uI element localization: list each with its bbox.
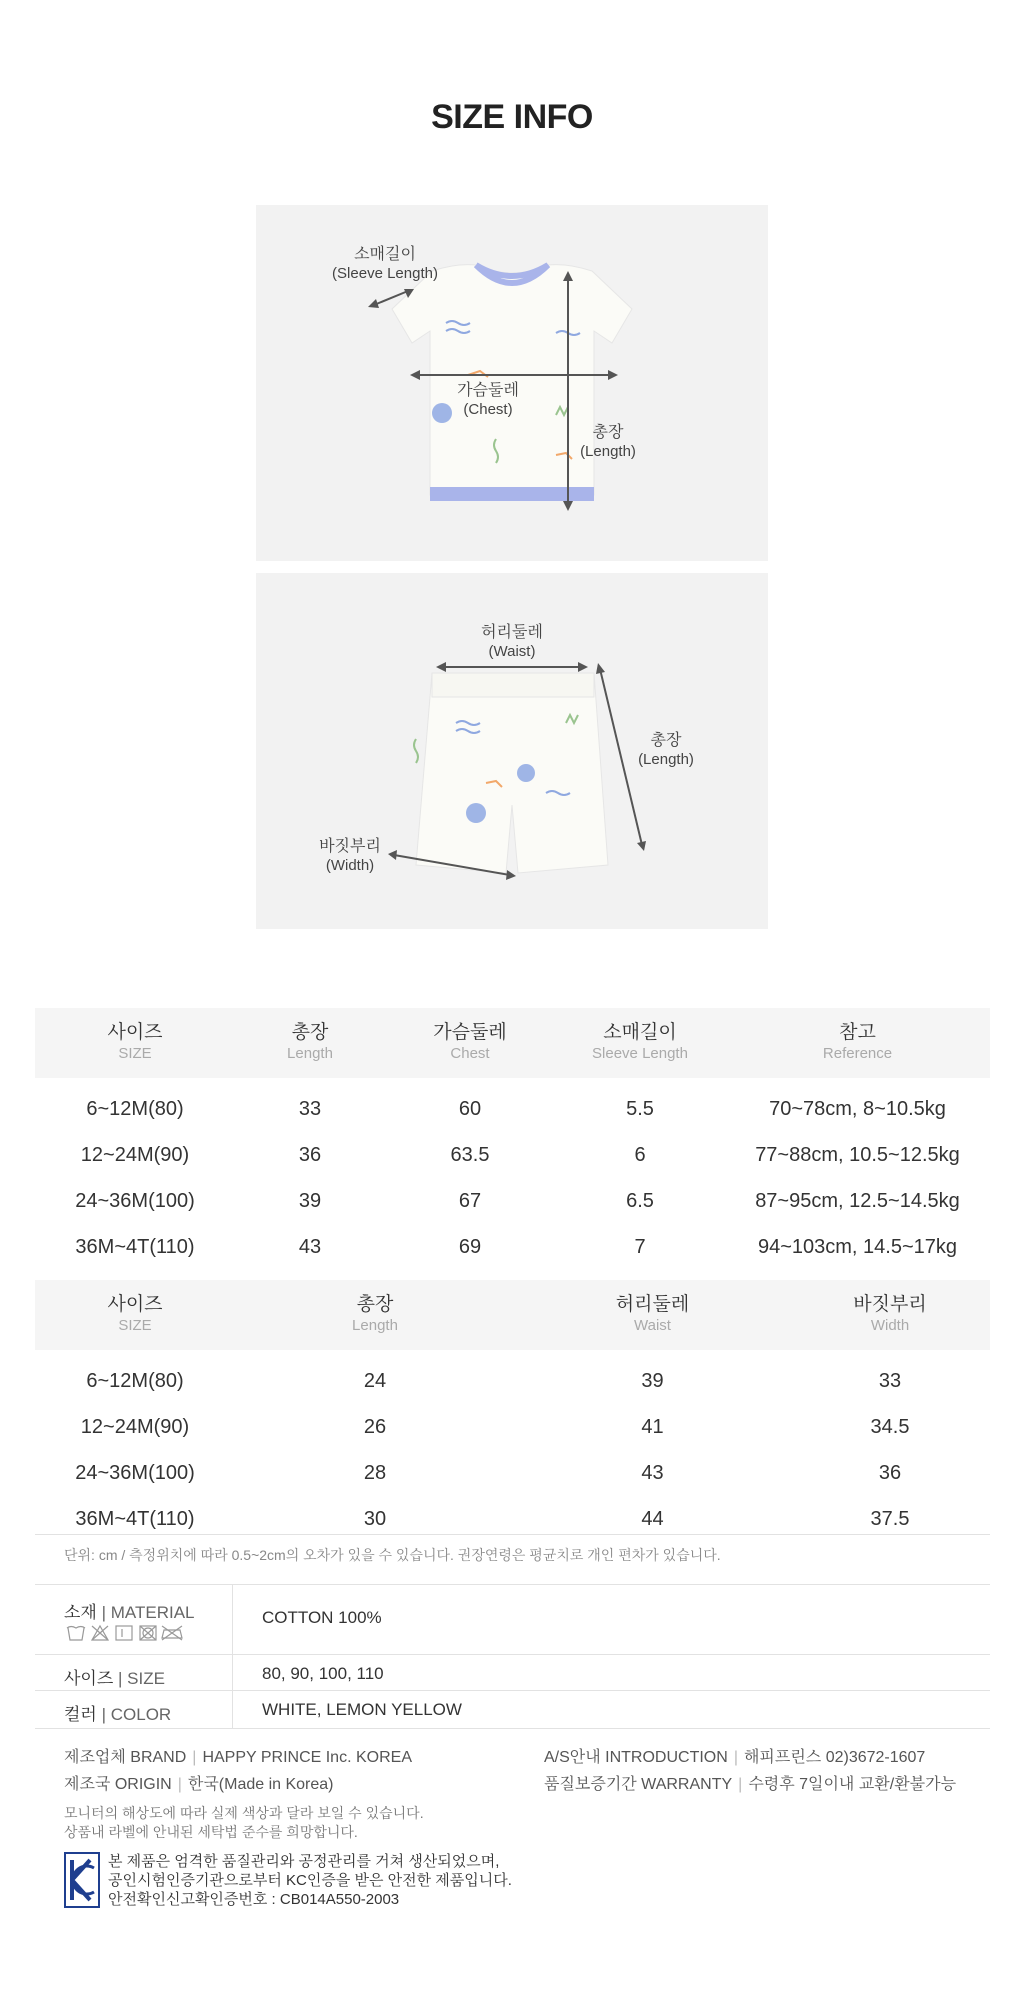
notice-line: 상품내 라벨에 안내된 세탁법 준수를 희망합니다. (64, 1824, 358, 1840)
shorts-length-label (626, 731, 706, 769)
origin-info: 제조국 ORIGIN | 한국(Made in Korea) (64, 1776, 334, 1793)
color-label: 컬러 | COLOR (64, 1705, 172, 1724)
table-cell: 33 (878, 1369, 902, 1392)
table-cell: 43 (641, 1461, 664, 1484)
table-cell: 37.5 (870, 1507, 910, 1530)
warranty-value: 수령후 7일이내 교환/환불가능 (748, 1776, 957, 1793)
table-cell: 26 (363, 1415, 387, 1438)
table-cell: 24~36M(100) (75, 1461, 195, 1484)
table-cell: 7 (634, 1235, 646, 1258)
material-label-ko: 소재 (64, 1603, 97, 1622)
table-cell: 24 (363, 1369, 387, 1392)
notice-line: 모니터의 해상도에 따라 실제 색상과 달라 보일 수 있습니다. (64, 1805, 424, 1821)
header-length: 총장 Length (235, 1008, 385, 1078)
header-length: 총장 Length (235, 1280, 515, 1350)
table-row (35, 1132, 990, 1178)
table-header-row (35, 1008, 990, 1078)
care-icons (66, 1624, 196, 1647)
header-reference: 참고 Reference (725, 1008, 990, 1078)
table-cell: 6.5 (626, 1189, 654, 1212)
warranty-label: 품질보증기간 WARRANTY (544, 1776, 733, 1793)
size-label-ko: 사이즈 (64, 1669, 114, 1688)
table-cell: 33 (298, 1097, 322, 1120)
waist-label (452, 623, 572, 661)
kc-line: 안전확인신고확인증번호 : CB014A550-2003 (108, 1891, 400, 1908)
table-cell: 70~78cm, 8~10.5kg (769, 1097, 946, 1120)
table-row (35, 1086, 990, 1132)
table-cell: 5.5 (626, 1097, 654, 1120)
table-cell: 34.5 (870, 1415, 910, 1438)
origin-label: 제조국 ORIGIN (64, 1776, 172, 1793)
brand-info: 제조업체 BRAND | HAPPY PRINCE Inc. KOREA (64, 1749, 412, 1766)
size-label-en: SIZE (127, 1669, 165, 1688)
waist-label-ko: 허리둘레 (481, 624, 543, 641)
table-cell: 39 (641, 1369, 664, 1392)
table-cell: 36M~4T(110) (75, 1507, 195, 1530)
kc-line: 본 제품은 엄격한 품질관리와 공정관리를 거쳐 생산되었으며, (108, 1853, 500, 1870)
divider (35, 1690, 990, 1691)
kc-certification-text (108, 1852, 512, 1909)
table-cell: 6~12M(80) (86, 1097, 184, 1120)
table-cell: 87~95cm, 12.5~14.5kg (755, 1189, 960, 1212)
sleeve-label-en: (Sleeve Length) (332, 265, 438, 282)
table-cell: 24~36M(100) (75, 1189, 195, 1212)
chest-label-ko: 가슴둘레 (457, 382, 519, 399)
size-spec-label: 사이즈 | SIZE (64, 1669, 165, 1688)
width-label (310, 837, 390, 875)
kc-line: 공인시험인증기관으로부터 KC인증을 받은 안전한 제품입니다. (108, 1872, 512, 1889)
color-label-ko: 컬러 (64, 1705, 97, 1724)
no-bleach-icon (92, 1626, 108, 1640)
divider (35, 1584, 990, 1585)
bottom-size-table (35, 1280, 990, 1542)
chest-label (448, 381, 528, 419)
table-cell: 39 (298, 1189, 322, 1212)
header-chest: 가슴둘레 Chest (385, 1008, 555, 1078)
top-length-label (568, 423, 648, 461)
table-cell: 12~24M(90) (80, 1143, 190, 1166)
width-label-ko: 바짓부리 (319, 838, 381, 855)
warranty-info: 품질보증기간 WARRANTY | 수령후 7일이내 교환/환불가능 (544, 1776, 957, 1793)
table-row (35, 1178, 990, 1224)
header-width: 바짓부리 Width (790, 1280, 990, 1350)
table-row (35, 1404, 990, 1450)
no-iron-icon (140, 1626, 156, 1640)
table-cell: 36M~4T(110) (75, 1235, 195, 1258)
no-dryclean-icon (162, 1626, 182, 1640)
table-cell: 6 (634, 1143, 646, 1166)
table-row (35, 1358, 990, 1404)
material-label-en: MATERIAL (110, 1603, 195, 1622)
measurement-note: 단위: cm / 측정위치에 따라 0.5~2cm의 오차가 있을 수 있습니다. 권장연령은 평균치로 개인 편차가 있습니다. (64, 1547, 721, 1563)
bottom-size-diagram (256, 573, 768, 929)
shorts-length-label-ko: 총장 (650, 732, 682, 749)
color-label-en: COLOR (110, 1705, 172, 1724)
top-length-label-ko: 총장 (592, 424, 624, 441)
as-label: A/S안내 INTRODUCTION (544, 1749, 728, 1766)
table-cell: 6~12M(80) (86, 1369, 184, 1392)
material-value: COTTON 100% (262, 1608, 382, 1627)
table-cell: 41 (641, 1415, 664, 1438)
header-sleeve: 소매길이 Sleeve Length (555, 1008, 725, 1078)
sleeve-length-label (320, 245, 450, 283)
table-cell: 69 (458, 1235, 482, 1258)
table-row (35, 1496, 990, 1542)
size-value: 80, 90, 100, 110 (262, 1664, 384, 1683)
brand-value: HAPPY PRINCE Inc. KOREA (202, 1749, 412, 1766)
shorts-length-label-en: (Length) (638, 751, 694, 768)
table-cell: 12~24M(90) (80, 1415, 190, 1438)
top-length-label-en: (Length) (580, 443, 636, 460)
divider (35, 1534, 990, 1535)
tumble-dry-icon (116, 1626, 132, 1640)
wash-icon (67, 1627, 85, 1641)
color-value: WHITE, LEMON YELLOW (262, 1700, 462, 1719)
header-size: 사이즈 SIZE (35, 1280, 235, 1350)
brand-label: 제조업체 BRAND (64, 1749, 187, 1766)
table-cell: 77~88cm, 10.5~12.5kg (755, 1143, 960, 1166)
top-size-table (35, 1008, 990, 1270)
divider (35, 1654, 990, 1655)
table-cell: 94~103cm, 14.5~17kg (757, 1235, 958, 1258)
table-header-row (35, 1280, 990, 1350)
top-size-diagram (256, 205, 768, 561)
spec-divider (232, 1584, 233, 1728)
notice-text (64, 1804, 424, 1842)
origin-value: 한국(Made in Korea) (187, 1776, 334, 1793)
divider (35, 1728, 990, 1729)
table-row (35, 1224, 990, 1270)
table-cell: 63.5 (450, 1143, 490, 1166)
width-label-en: (Width) (325, 857, 375, 874)
table-cell: 67 (458, 1189, 482, 1212)
table-cell: 43 (298, 1235, 322, 1258)
table-row (35, 1450, 990, 1496)
table-cell: 60 (458, 1097, 482, 1120)
waist-label-en: (Waist) (488, 643, 536, 660)
table-cell: 36 (298, 1143, 322, 1166)
page-title: SIZE INFO (431, 98, 593, 136)
table-cell: 36 (878, 1461, 902, 1484)
header-waist: 허리둘레 Waist (515, 1280, 790, 1350)
as-value: 해피프린스 02)3672-1607 (743, 1749, 926, 1766)
as-info: A/S안내 INTRODUCTION | 해피프린스 02)3672-1607 (544, 1749, 926, 1766)
chest-label-en: (Chest) (463, 401, 513, 418)
material-label: 소재 | MATERIAL (64, 1603, 195, 1622)
table-cell: 30 (363, 1507, 387, 1530)
sleeve-label-ko: 소매길이 (354, 246, 416, 263)
header-size: 사이즈 SIZE (35, 1008, 235, 1078)
table-cell: 28 (363, 1461, 387, 1484)
kc-logo-icon (64, 1852, 100, 1908)
table-cell: 44 (641, 1507, 664, 1530)
